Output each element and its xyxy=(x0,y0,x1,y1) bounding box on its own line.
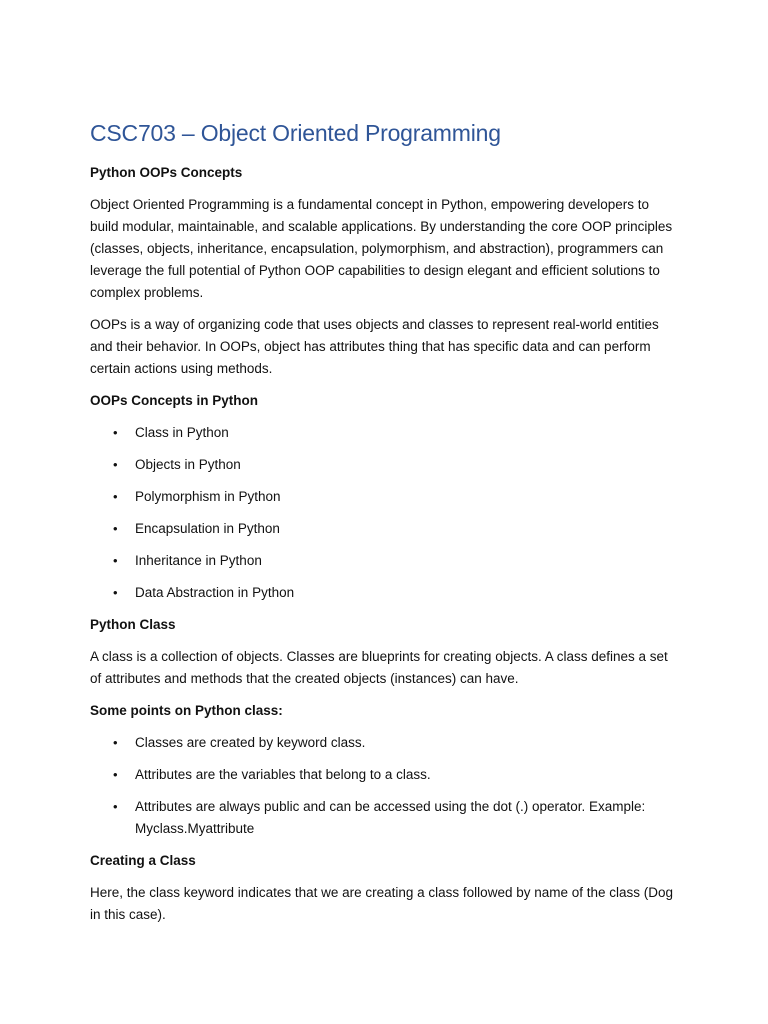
list-item-label: Classes are created by keyword class. xyxy=(135,735,366,750)
oops-concepts-list xyxy=(90,422,680,604)
bullet-icon: • xyxy=(113,553,118,568)
bullet-icon: • xyxy=(113,457,118,472)
list-item-label: Attributes are the variables that belong to a class. xyxy=(135,767,431,782)
heading-python-oops-concepts: Python OOPs Concepts xyxy=(90,165,243,180)
bullet-icon: • xyxy=(113,489,118,504)
bullet-icon: • xyxy=(113,521,118,536)
list-item-label: Inheritance in Python xyxy=(135,553,262,568)
list-item-label: Encapsulation in Python xyxy=(135,521,280,536)
list-item xyxy=(90,454,680,476)
paragraph-class-definition: A class is a collection of objects. Classes are blueprints for creating objects. A class defines a set of attributes and methods that the created objects (instances) can have. xyxy=(90,649,668,686)
list-item xyxy=(90,764,680,786)
list-item xyxy=(90,486,680,508)
list-item-label: Class in Python xyxy=(135,425,229,440)
document-page xyxy=(90,116,680,936)
heading-oops-concepts-list: OOPs Concepts in Python xyxy=(90,393,259,408)
list-item xyxy=(90,550,680,572)
paragraph-creating-class: Here, the class keyword indicates that we are creating a class followed by name of the class (Dog in this case). xyxy=(90,885,674,922)
heading-python-class: Python Class xyxy=(90,617,176,632)
document-title: CSC703 – Object Oriented Programming xyxy=(90,120,501,146)
list-item xyxy=(90,796,680,840)
paragraph-oop-intro: Object Oriented Programming is a fundamental concept in Python, empowering developers to build modular, maintainable, and scalable applications. By understanding the core OOP principles (classes, objects, inheritance, encapsulation, polymorphism, and abstraction), programmers can leverage the full potential of Python OOP capabilities to design elegant and efficient solutions to complex problems. xyxy=(90,197,673,300)
paragraph-oops-definition: OOPs is a way of organizing code that uses objects and classes to represent real-world entities and their behavior. In OOPs, object has attributes thing that has specific data and can perform certain actions using methods. xyxy=(90,317,659,376)
list-item xyxy=(90,518,680,540)
list-item-label: Data Abstraction in Python xyxy=(135,585,295,600)
bullet-icon: • xyxy=(113,767,118,782)
heading-class-points: Some points on Python class: xyxy=(90,703,283,718)
list-item xyxy=(90,422,680,444)
bullet-icon: • xyxy=(113,585,118,600)
list-item-label: Objects in Python xyxy=(135,457,241,472)
bullet-icon: • xyxy=(113,799,118,814)
class-points-list xyxy=(90,732,680,840)
bullet-icon: • xyxy=(113,735,118,750)
list-item-label: Attributes are always public and can be accessed using the dot (.) operator. Example: Myclass.Myattribute xyxy=(135,799,646,836)
list-item xyxy=(90,582,680,604)
bullet-icon: • xyxy=(113,425,118,440)
heading-creating-a-class: Creating a Class xyxy=(90,853,196,868)
list-item xyxy=(90,732,680,754)
list-item-label: Polymorphism in Python xyxy=(135,489,281,504)
